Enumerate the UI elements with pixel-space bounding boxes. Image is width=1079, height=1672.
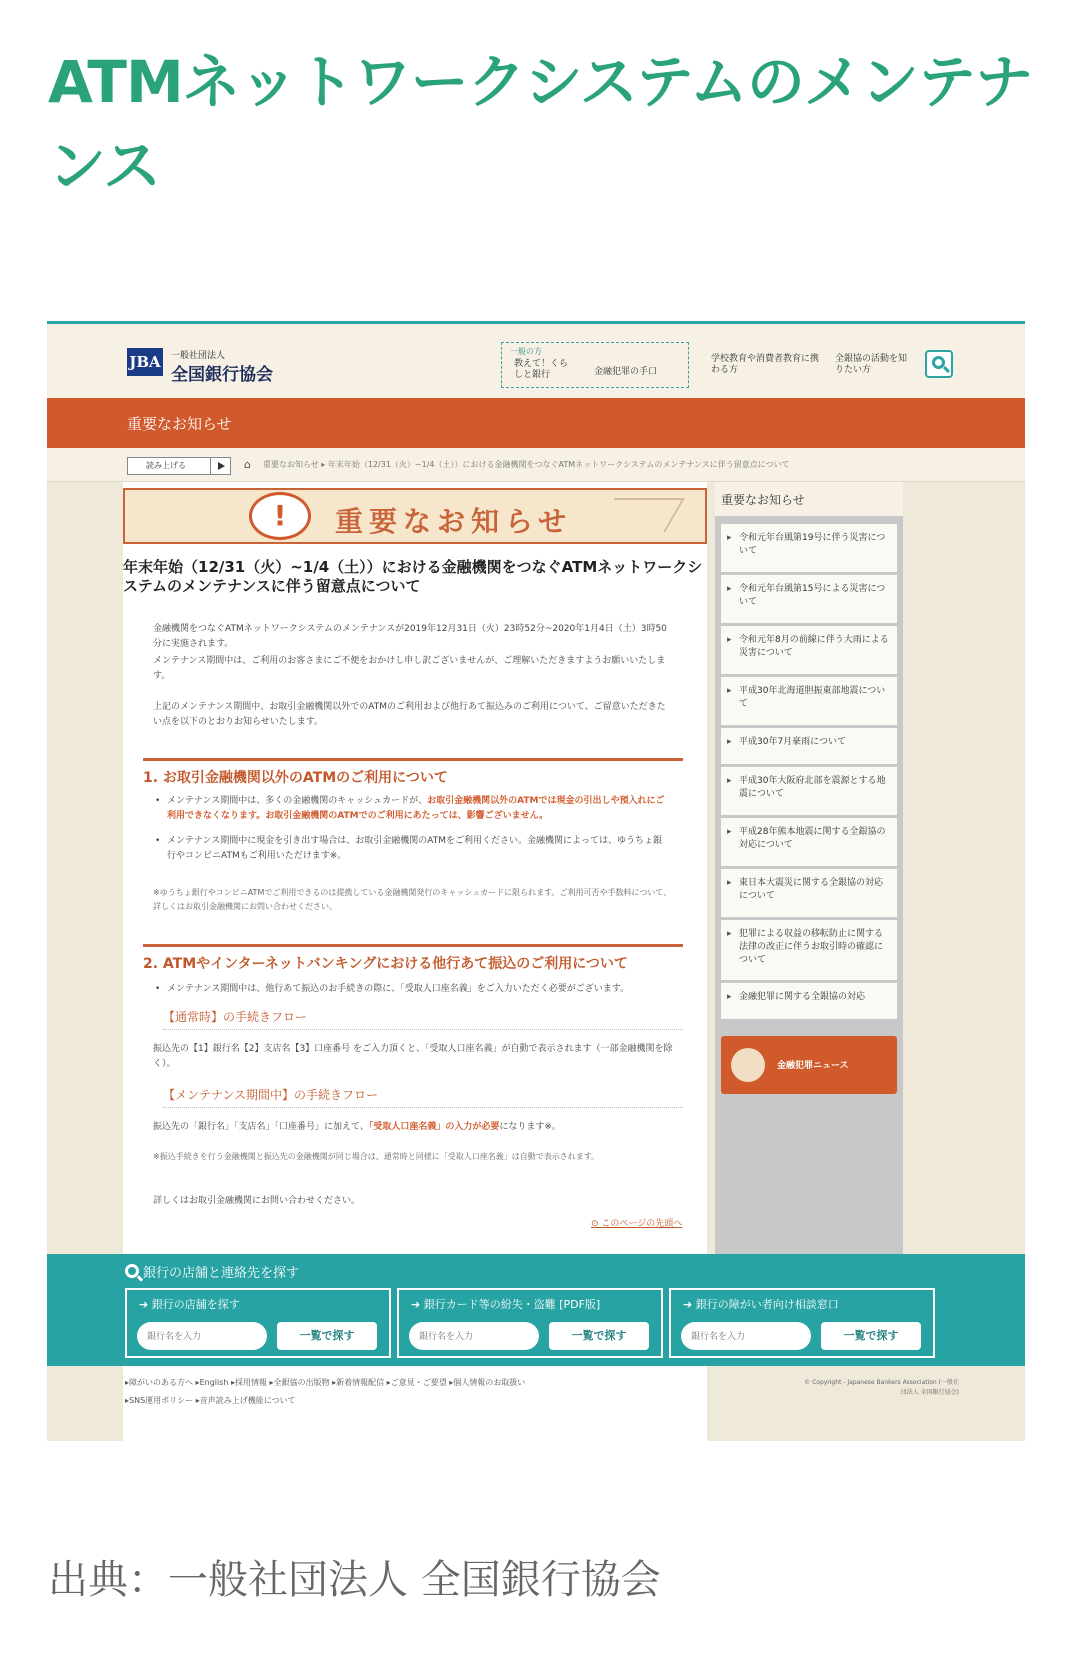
list-search-button[interactable]: 一覧で探す [821, 1322, 921, 1350]
home-icon[interactable]: ⌂ [244, 458, 251, 471]
finder-box-branches [125, 1288, 391, 1358]
bank-name-input[interactable] [137, 1322, 267, 1350]
exclamation-icon: ! [249, 492, 311, 540]
source-caption: 出典：一般社団法人 全国銀行協会 [48, 1557, 661, 1603]
bank-name-input[interactable] [681, 1322, 811, 1350]
list-search-button[interactable]: 一覧で探す [277, 1322, 377, 1350]
site-header [47, 324, 1025, 398]
page-title: 年末年始（12/31（火）~1/4（土））における金融機関をつなぐATMネットワークシステムのメンテナンスに伴う留意点について [123, 558, 703, 595]
mascot-icon [731, 1048, 765, 1082]
article-title: ATMネットワークシステムのメンテナンス [48, 48, 1032, 200]
closing-text: 詳しくはお取引金融機関にお問い合わせください。 [153, 1196, 361, 1206]
section-1-note: ※ゆうちょ銀行やコンビニATMでご利用できるのは提携している金融機関発行のキャッシュカードに限られます。ご利用可否や手数料について、詳しくはお取引金融機関にお問い合わせください。 [153, 888, 672, 911]
finder-box-label: ➔ 銀行カード等の紛失・盗難 [PDF版] [411, 1298, 601, 1311]
nav-item-education[interactable]: 学校教育や消費者教育に携わる方 [711, 354, 820, 375]
flow-normal-text: 振込先の【1】銀行名【2】支店名【3】口座番号 をご入力頂くと、「受取人口座名義」が自動で表示されます（一部金融機関を除く）。 [153, 1044, 673, 1069]
section-1-bullet-2: • メンテナンス期間中に現金を引き出す場合は、お取引金融機関のATMをご利用ください。金融機関によっては、ゆうちょ銀行やコンビニATMもご利用いただけます※。 [167, 834, 667, 864]
decoration-icon [595, 498, 685, 532]
sidebar-title: 重要なお知らせ [715, 482, 903, 516]
nav-item-activities[interactable]: 全銀協の活動を知りたい方 [835, 354, 908, 375]
sidebar-item-typhoon19[interactable]: ▸ 令和元年台風第19号に伴う災害について [721, 524, 897, 572]
notice-banner [47, 398, 1025, 448]
section-2-title: 2. ATMやインターネットバンキングにおける他行あて振込のご利用について [143, 944, 683, 973]
sidebar-item-higashinihon[interactable]: ▸ 東日本大震災に関する全銀協の対応について [721, 869, 897, 917]
nav-general-group [501, 342, 689, 388]
nav-item-kurashi[interactable]: 教えて！くらしと銀行 [514, 359, 569, 380]
logo-name[interactable]: 全国銀行協会 [171, 365, 273, 385]
flow-maintenance-title: 【メンテナンス期間中】の手続きフロー [163, 1086, 683, 1108]
jba-logo[interactable]: JBA [127, 348, 163, 376]
finder-box-accessibility [669, 1288, 935, 1358]
bank-finder [47, 1254, 1025, 1366]
nav-item-crime[interactable]: 金融犯罪の手口 [594, 367, 658, 377]
intro-paragraph-3: 上記のメンテナンス期間中、お取引金融機関以外でのATMのご利用および他行あて振込みのご利用について、ご留意いただきたい点を以下のとおりお知らせいたします。 [153, 702, 666, 727]
sidebar-item-hokkaido[interactable]: ▸ 平成30年北海道胆振東部地震について [721, 677, 897, 725]
sidebar-item-july-rain[interactable]: ▸ 平成30年7月豪雨について [721, 728, 897, 764]
read-aloud-button[interactable] [127, 457, 231, 475]
bank-name-input[interactable] [409, 1322, 539, 1350]
section-2-bullet-1: • メンテナンス期間中は、他行あて振込のお手続きの際に、「受取人口座名義」をご入力いただく必要がございます。 [167, 982, 667, 997]
section-1-title: 1. お取引金融機関以外のATMのご利用について [143, 758, 683, 787]
sidebar-item-august-rain[interactable]: ▸ 令和元年8月の前線に伴う大雨による災害について [721, 626, 897, 674]
hero-banner [123, 488, 707, 544]
flow-maintenance-text: 振込先の「銀行名」「支店名」「口座番号」に加えて、「受取人口座名義」の入力が必要になります※。 [153, 1122, 561, 1132]
section-1-bullet-1: • メンテナンス期間中は、多くの金融機関のキャッシュカードが、お取引金融機関以外のATMでは現金の引出しや預入れにご利用できなくなります。お取引金融機関のATMでのご利用にあたっては、影響ございません。 [167, 794, 667, 824]
copyright: © Copyright - Japanese Bankers Association (一般社団法人 全国銀行協会) [804, 1379, 959, 1396]
intro-paragraph-2: メンテナンス期間中は、ご利用のお客さまにご不便をおかけし申し訳ございませんが、ご理解いただきますようお願いいたします。 [153, 656, 666, 681]
notice-banner-title: 重要なお知らせ [127, 415, 232, 433]
flow-maintenance-note: ※振込手続きを行う金融機関と振込先の金融機関が同じ場合は、通常時と同様に「受取人口座名義」は自動で表示されます。 [153, 1152, 600, 1161]
finder-box-lost-card [397, 1288, 663, 1358]
sidebar-item-crime-law[interactable]: ▸ 犯罪による収益の移転防止に関する法律の改正に伴うお取引時の確認について [721, 920, 897, 980]
logo-subtitle: 一般社団法人 [171, 351, 226, 361]
footer-links[interactable]: ▸障がいのある方へ ▸English ▸採用情報 ▸全銀協の出版物 ▸新着情報配信 ▸ご意見・ご要望 ▸個人情報のお取扱い ▸SNS運用ポリシー ▸音声読み上げ機能について [125, 1378, 526, 1405]
sidebar-item-osaka[interactable]: ▸ 平成30年大阪府北部を震源とする地震について [721, 767, 897, 815]
crime-news-label: 金融犯罪ニュース [777, 1061, 849, 1071]
finder-box-label: ➔ 銀行の障がい者向け相談窓口 [683, 1298, 839, 1311]
hero-title: 重要なお知らせ [335, 505, 573, 538]
breadcrumb-row [47, 448, 1025, 482]
site-search-button[interactable] [925, 350, 953, 378]
search-icon [125, 1264, 139, 1278]
play-icon [210, 458, 230, 474]
breadcrumb[interactable]: 重要なお知らせ ▸ 年末年始（12/31（火）~1/4（土））における金融機関をつなぐATMネットワークシステムのメンテナンスに伴う留意点について [263, 460, 790, 469]
sidebar-item-financial-crime[interactable]: ▸ 金融犯罪に関する全銀協の対応 [721, 983, 897, 1019]
list-search-button[interactable]: 一覧で探す [549, 1322, 649, 1350]
bank-finder-title: 銀行の店舗と連絡先を探す [143, 1266, 300, 1281]
read-aloud-label: 読み上げる [146, 461, 186, 470]
nav-general-label: 一般の方 [510, 347, 542, 356]
sidebar [715, 482, 903, 1292]
page-top-link[interactable]: ⊙ このページの先頭へ [591, 1219, 683, 1229]
finder-box-label: ➔ 銀行の店舗を探す [139, 1298, 240, 1311]
flow-normal-title: 【通常時】の手続きフロー [163, 1008, 683, 1030]
crime-news-banner[interactable] [721, 1036, 897, 1094]
sidebar-item-typhoon15[interactable]: ▸ 令和元年台風第15号による災害について [721, 575, 897, 623]
intro-paragraph-1: 金融機関をつなぐATMネットワークシステムのメンテナンスが2019年12月31日（火）23時52分~2020年1月4日（土）3時50分に実施されます。 [153, 624, 667, 649]
website-screenshot [47, 321, 1025, 1441]
sidebar-item-kumamoto[interactable]: ▸ 平成28年熊本地震に関する全銀協の対応について [721, 818, 897, 866]
